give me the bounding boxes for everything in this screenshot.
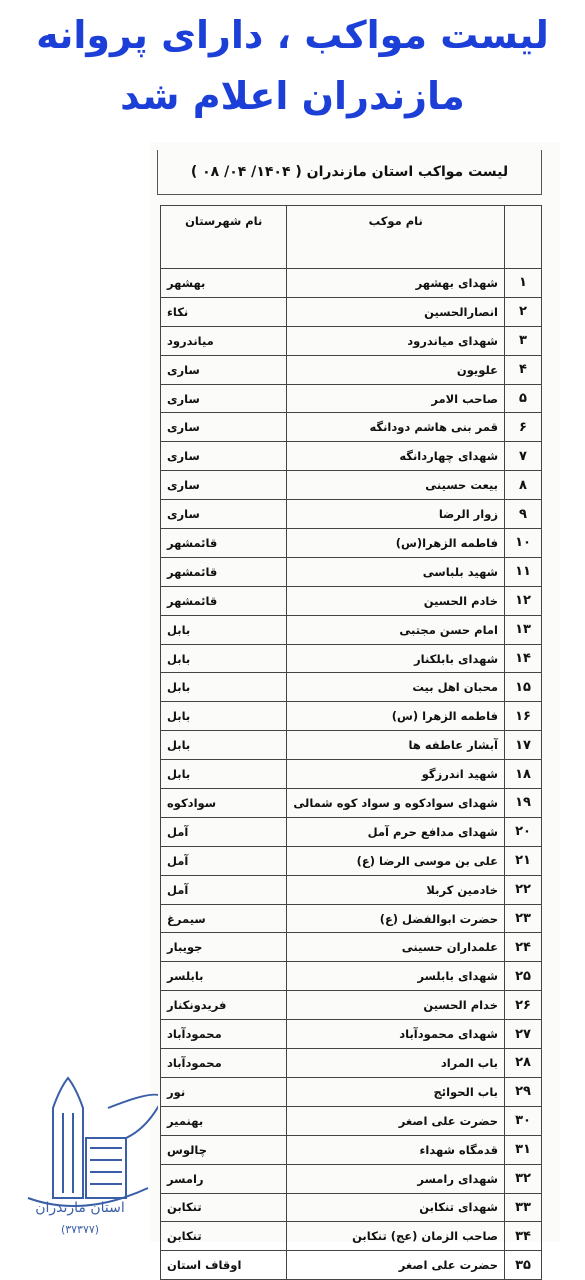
row-number: ۱۸ — [505, 760, 542, 789]
row-name: شهدای محمودآباد — [287, 1020, 505, 1049]
table-row — [161, 586, 542, 615]
row-city: محمودآباد — [161, 1020, 287, 1049]
table-row — [161, 962, 542, 991]
table-row — [161, 1049, 542, 1078]
row-name: شهدای سوادکوه و سواد کوه شمالی — [287, 789, 505, 818]
row-name: محبان اهل بیت — [287, 673, 505, 702]
row-number: ۷ — [505, 442, 542, 471]
row-number: ۱۷ — [505, 731, 542, 760]
mawakib-table — [160, 205, 542, 1280]
row-name: صاحب الامر — [287, 384, 505, 413]
headline-line-2: مازندران اعلام شد — [120, 74, 465, 118]
row-name: انصارالحسین — [287, 297, 505, 326]
row-number: ۱۹ — [505, 789, 542, 818]
row-number: ۲۸ — [505, 1049, 542, 1078]
row-city: میاندرود — [161, 326, 287, 355]
row-name: قمر بنی هاشم دودانگه — [287, 413, 505, 442]
row-name: شهدای بابلسر — [287, 962, 505, 991]
row-city: آمل — [161, 846, 287, 875]
row-city: نور — [161, 1077, 287, 1106]
row-name: شهدای رامسر — [287, 1164, 505, 1193]
row-number: ۳۲ — [505, 1164, 542, 1193]
row-number: ۳۵ — [505, 1251, 542, 1280]
row-number: ۱۵ — [505, 673, 542, 702]
row-city: نکاء — [161, 297, 287, 326]
row-city: فریدونکنار — [161, 991, 287, 1020]
row-city: ساری — [161, 384, 287, 413]
row-city: بابل — [161, 615, 287, 644]
row-number: ۲۳ — [505, 904, 542, 933]
table-row — [161, 1164, 542, 1193]
row-number: ۲۴ — [505, 933, 542, 962]
row-number: ۱ — [505, 269, 542, 298]
row-name: شهید اندرزگو — [287, 760, 505, 789]
row-number: ۱۲ — [505, 586, 542, 615]
row-name: باب الحوائج — [287, 1077, 505, 1106]
row-number: ۱۰ — [505, 529, 542, 558]
table-body — [161, 269, 542, 1280]
document-subtitle: لیست مواکب استان مازندران ( ۱۴۰۴/ ۰۴/ ۰۸ ) — [157, 150, 542, 195]
row-city: آمل — [161, 817, 287, 846]
logo-caption: استان مازندران — [35, 1200, 125, 1216]
row-city: سوادکوه — [161, 789, 287, 818]
table-row — [161, 817, 542, 846]
row-number: ۲۵ — [505, 962, 542, 991]
row-number: ۵ — [505, 384, 542, 413]
row-number: ۳ — [505, 326, 542, 355]
headline-line-1: لیست مواکب ، دارای پروانه — [36, 13, 549, 57]
row-city: ساری — [161, 413, 287, 442]
table-row — [161, 875, 542, 904]
row-city: بابل — [161, 702, 287, 731]
row-name: باب المراد — [287, 1049, 505, 1078]
headline — [0, 6, 585, 128]
row-name: زوار الرضا — [287, 500, 505, 529]
row-city: بهنمیر — [161, 1106, 287, 1135]
table-header-row — [161, 206, 542, 269]
row-name: علی بن موسی الرضا (ع) — [287, 846, 505, 875]
row-number: ۸ — [505, 471, 542, 500]
row-name: آبشار عاطفه ها — [287, 731, 505, 760]
table-row — [161, 355, 542, 384]
row-number: ۱۴ — [505, 644, 542, 673]
table-row — [161, 529, 542, 558]
table-row — [161, 557, 542, 586]
header-name: نام موکب — [287, 206, 505, 269]
row-city: بابل — [161, 673, 287, 702]
row-city: ساری — [161, 355, 287, 384]
table-row — [161, 1077, 542, 1106]
row-city: تنکابن — [161, 1222, 287, 1251]
row-number: ۲۷ — [505, 1020, 542, 1049]
row-name: فاطمه الزهرا (س) — [287, 702, 505, 731]
row-city: جویبار — [161, 933, 287, 962]
row-name: علمداران حسینی — [287, 933, 505, 962]
row-name: شهدای تنکابن — [287, 1193, 505, 1222]
row-number: ۱۳ — [505, 615, 542, 644]
table-row — [161, 933, 542, 962]
row-number: ۲۶ — [505, 991, 542, 1020]
row-number: ۳۱ — [505, 1135, 542, 1164]
row-number: ۲ — [505, 297, 542, 326]
row-name: شهدای مدافع حرم آمل — [287, 817, 505, 846]
row-name: خادم الحسین — [287, 586, 505, 615]
row-number: ۶ — [505, 413, 542, 442]
table-row — [161, 846, 542, 875]
table-row — [161, 702, 542, 731]
row-number: ۱۱ — [505, 557, 542, 586]
row-city: تنکابن — [161, 1193, 287, 1222]
table-row — [161, 731, 542, 760]
row-number: ۹ — [505, 500, 542, 529]
row-city: بابل — [161, 760, 287, 789]
table-row — [161, 1020, 542, 1049]
row-city: قائمشهر — [161, 586, 287, 615]
table-row — [161, 1135, 542, 1164]
row-name: خدام الحسین — [287, 991, 505, 1020]
table-row — [161, 991, 542, 1020]
table-row — [161, 789, 542, 818]
mazandaran-logo-icon — [8, 1068, 158, 1248]
row-name: حضرت علی اصغر — [287, 1106, 505, 1135]
row-city: آمل — [161, 875, 287, 904]
row-name: شهدای چهاردانگه — [287, 442, 505, 471]
row-name: شهدای بهشهر — [287, 269, 505, 298]
row-city: ساری — [161, 442, 287, 471]
table-row — [161, 760, 542, 789]
row-number: ۲۰ — [505, 817, 542, 846]
row-city: بهشهر — [161, 269, 287, 298]
row-name: شهدای میاندرود — [287, 326, 505, 355]
row-city: بابل — [161, 731, 287, 760]
row-name: علویون — [287, 355, 505, 384]
row-number: ۳۴ — [505, 1222, 542, 1251]
table-row — [161, 1222, 542, 1251]
row-name: فاطمه الزهرا(س) — [287, 529, 505, 558]
row-city: سیمرغ — [161, 904, 287, 933]
row-name: امام حسن مجتبی — [287, 615, 505, 644]
row-name: حضرت علی اصغر — [287, 1251, 505, 1280]
row-name: صاحب الزمان (عج) تنکابن — [287, 1222, 505, 1251]
row-city: بابل — [161, 644, 287, 673]
row-name: حضرت ابوالفضل (ع) — [287, 904, 505, 933]
table-row — [161, 326, 542, 355]
table-row — [161, 615, 542, 644]
row-number: ۲۹ — [505, 1077, 542, 1106]
row-city: محمودآباد — [161, 1049, 287, 1078]
table-row — [161, 500, 542, 529]
header-city: نام شهرستان — [161, 206, 287, 269]
table-row — [161, 904, 542, 933]
row-city: بابلسر — [161, 962, 287, 991]
row-city: رامسر — [161, 1164, 287, 1193]
row-number: ۳۳ — [505, 1193, 542, 1222]
row-city: ساری — [161, 471, 287, 500]
row-city: ساری — [161, 500, 287, 529]
row-number: ۲۱ — [505, 846, 542, 875]
row-number: ۳۰ — [505, 1106, 542, 1135]
row-number: ۱۶ — [505, 702, 542, 731]
table-row — [161, 269, 542, 298]
table-row — [161, 297, 542, 326]
header-number — [505, 206, 542, 269]
row-number: ۴ — [505, 355, 542, 384]
row-number: ۲۲ — [505, 875, 542, 904]
table-row — [161, 442, 542, 471]
row-name: قدمگاه شهداء — [287, 1135, 505, 1164]
row-name: شهدای بابلکنار — [287, 644, 505, 673]
logo-code: (۳۷۳۷۷) — [60, 1223, 100, 1236]
row-city: اوقاف استان — [161, 1251, 287, 1280]
row-name: شهید بلباسی — [287, 557, 505, 586]
row-city: قائمشهر — [161, 529, 287, 558]
table-row — [161, 384, 542, 413]
row-city: چالوس — [161, 1135, 287, 1164]
row-city: قائمشهر — [161, 557, 287, 586]
table-row — [161, 1193, 542, 1222]
row-name: بیعت حسینی — [287, 471, 505, 500]
table-row — [161, 1251, 542, 1280]
table-row — [161, 1106, 542, 1135]
table-row — [161, 673, 542, 702]
table-row — [161, 413, 542, 442]
row-name: خادمین کربلا — [287, 875, 505, 904]
table-row — [161, 644, 542, 673]
table-row — [161, 471, 542, 500]
